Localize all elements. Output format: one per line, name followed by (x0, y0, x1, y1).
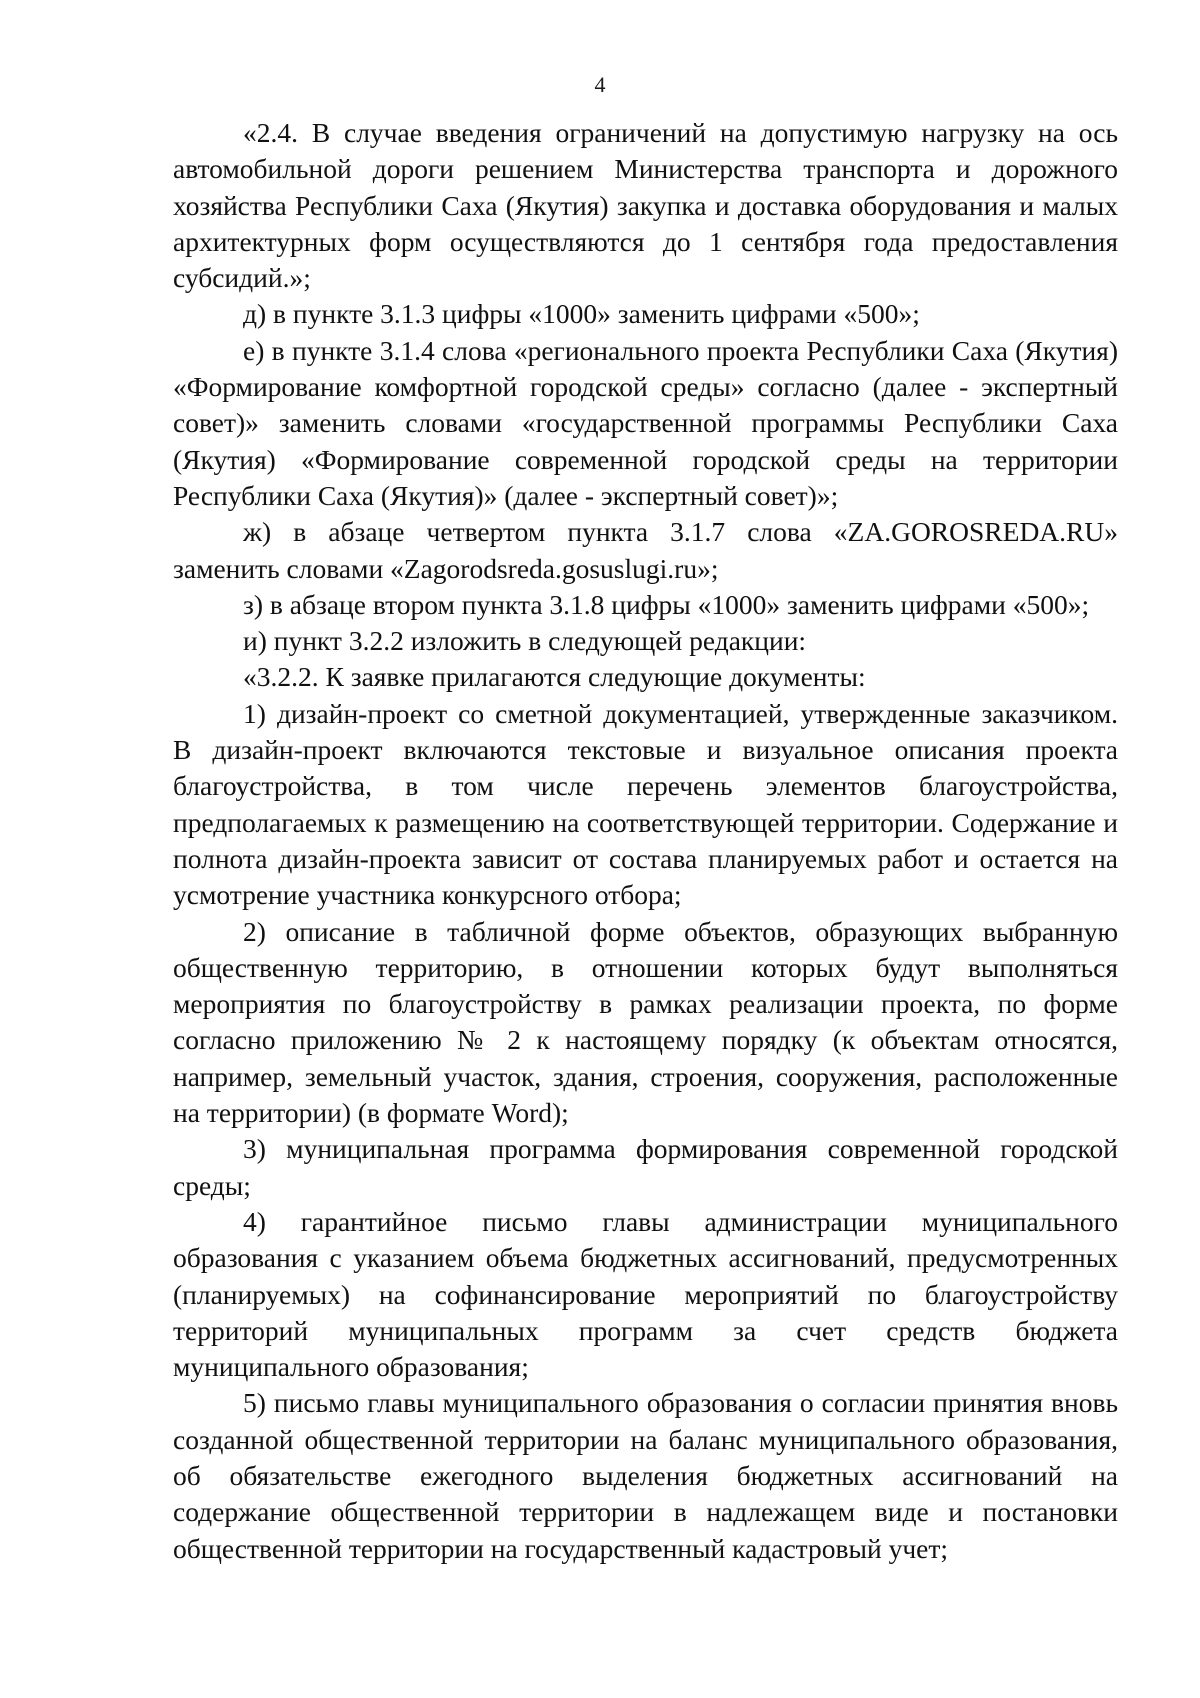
paragraph-2-4: «2.4. В случае введения ограничений на допустимую нагрузку на ось автомобильной дороги решением Министерства транспорта и дорожного хозяйства Республики Саха (Якутия) закупка и доставка оборудования и малых архитектурных форм осуществляются до 1 сентября года предоставления субсидий.»; (173, 117, 1118, 294)
paragraph-i: и) пункт 3.2.2 изложить в следующей редакции: (243, 625, 807, 657)
paragraph-z: з) в абзаце втором пункта 3.1.8 цифры «1000» заменить цифрами «500»; (243, 588, 1090, 620)
paragraph-d: д) в пункте 3.1.3 цифры «1000» заменить цифрами «500»; (243, 298, 920, 330)
paragraph-e: е) в пункте 3.1.4 слова «регионального проекта Республики Саха (Якутия) «Формирование комфортной городской среды» согласно (далее - экспертный совет)» заменить словами «государственной программы Республики Саха (Якутия) «Формирование современной городской среды на территории Республики Саха (Якутия)» (далее - экспертный совет)»; (173, 334, 1118, 511)
list-item-2: 2) описание в табличной форме объектов, образующих выбранную общественную территорию, в отношении которых будут выполняться мероприятия по благоустройству в рамках реализации проекта, по форме согласно приложению № 2 к настоящему порядку (к объектам относятся, например, земельный участок, здания, строения, сооружения, расположенные на территории) (в формате Word); (173, 915, 1118, 1129)
document-body (173, 115, 1118, 1567)
list-item-4: 4) гарантийное письмо главы администрации муниципального образования с указанием объема бюджетных ассигнований, предусмотренных (планируемых) на софинансирование мероприятий по благоустройству территорий муниципальных программ за счет средств бюджета муниципального образования; (173, 1205, 1118, 1383)
list-item-1: 1) дизайн-проект со сметной документацией, утвержденные заказчиком. В дизайн-проект включаются текстовые и визуальное описания проекта благоустройства, в том числе перечень элементов благоустройства, предполагаемых к размещению на соответствующей территории. Содержание и полнота дизайн-проекта зависит от состава планируемых работ и остается на усмотрение участника конкурсного отбора; (173, 697, 1118, 911)
paragraph-3-2-2: «3.2.2. К заявке прилагаются следующие документы: (243, 661, 866, 693)
page-number: 4 (594, 72, 606, 97)
list-item-3: 3) муниципальная программа формирования современной городской среды; (173, 1133, 1118, 1201)
paragraph-zh: ж) в абзаце четвертом пункта 3.1.7 слова «ZA.GOROSREDA.RU» заменить словами «Zagorodsreda.gosuslugi.ru»; (173, 516, 1118, 584)
list-item-5: 5) письмо главы муниципального образования о согласии принятия вновь созданной общественной территории на баланс муниципального образования, об обязательстве ежегодного выделения бюджетных ассигнований на содержание общественной территории в надлежащем виде и постановки общественной территории на государственный кадастровый учет; (173, 1387, 1118, 1564)
